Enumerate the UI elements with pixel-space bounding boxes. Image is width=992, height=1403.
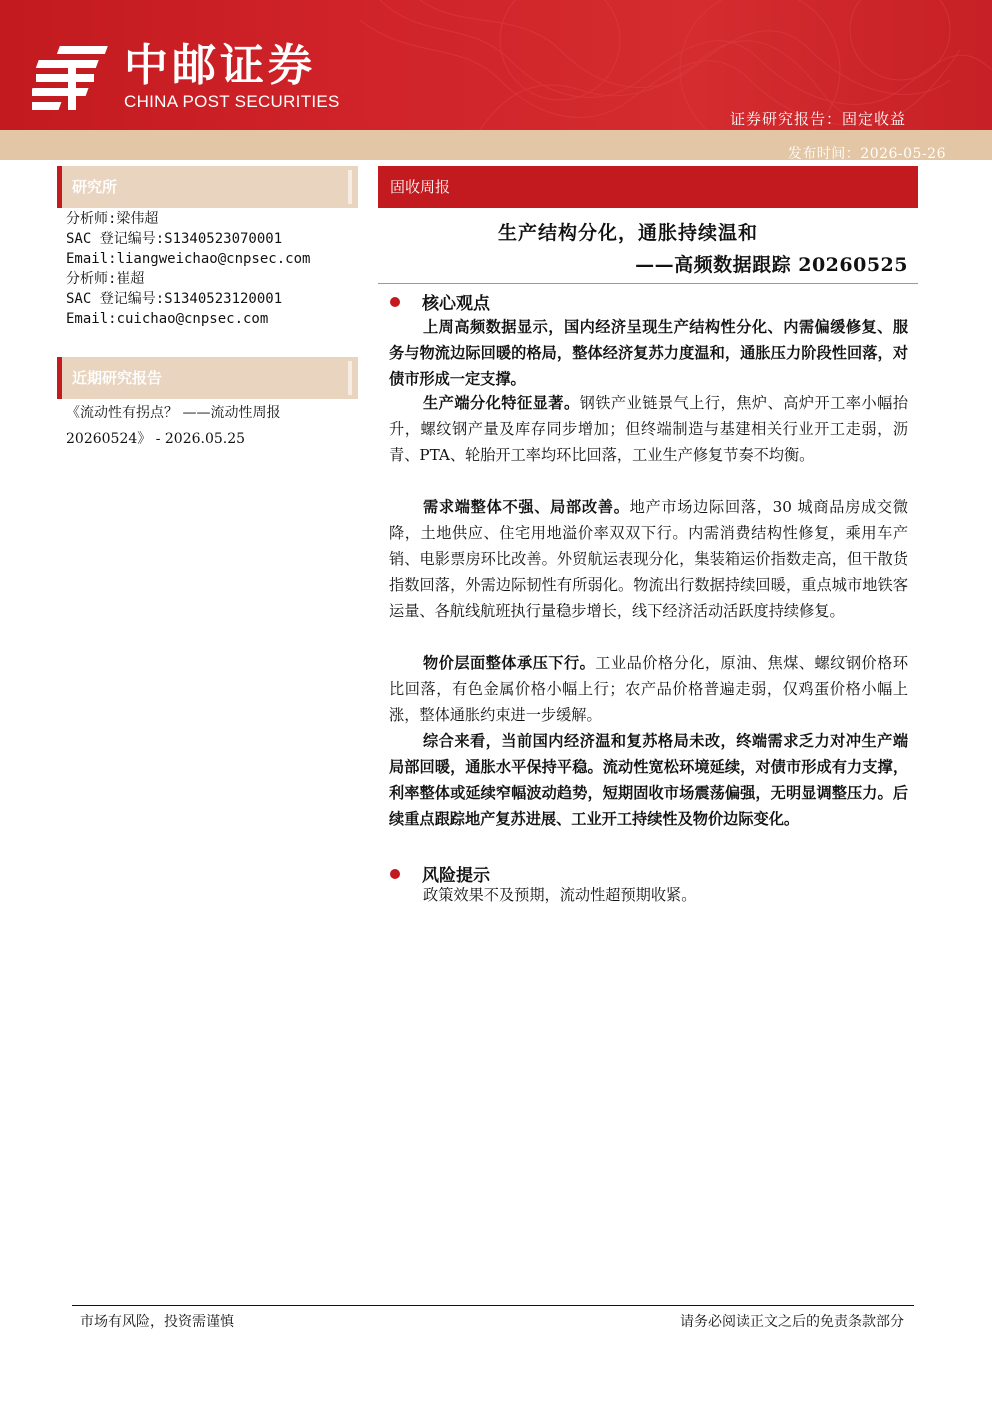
brand-name-cn: 中邮证券 — [124, 40, 316, 91]
brand-name-en: CHINA POST SECURITIES — [124, 92, 340, 111]
paragraph-body: 钢铁产业链景气上行，焦炉、高炉开工率小幅抬升，螺纹钢产量及库存同步增加；但终端制造与基建相关行业开工走弱，沥青、PTA、轮胎开工率均环比回落，工业生产修复节奏不均衡。 — [389, 394, 909, 464]
china-post-logo-icon — [32, 40, 112, 118]
recent-reports-heading — [57, 357, 358, 399]
risk-heading — [390, 861, 490, 886]
bullet-icon — [390, 297, 400, 307]
recent-reports-heading-label: 近期研究报告 — [72, 369, 163, 387]
recent-report-link[interactable]: 《流动性有拐点？ ——流动性周报 — [66, 405, 281, 421]
footer-risk-notice: 市场有风险，投资需谨慎 — [80, 1314, 234, 1330]
report-header — [0, 0, 992, 130]
paragraph-lead: 物价层面整体承压下行。 — [423, 654, 596, 672]
core-view-heading — [390, 289, 490, 314]
bullet-icon — [390, 869, 400, 879]
paragraph-body: 地产市场边际回落，30 城商品房成交微降，土地供应、住宅用地溢价率双双下行。内需消费结构性修复，乘用车产销、电影票房环比改善。外贸航运表现分化，集装箱运价指数走高，但干散货指数回落，外需边际韧性有所弱化。物流出行数据持续回暖，重点城市地铁客运量、各航线航班执行量稳步增长，线下经济活动活跃度持续修复。 — [389, 498, 909, 620]
report-category-tag: 固收周报 — [378, 166, 918, 208]
title-divider — [378, 283, 918, 284]
report-subtitle: ——高频数据跟踪 20260525 — [635, 254, 908, 276]
heading-divider — [348, 170, 352, 204]
analyst-email[interactable]: Email:liangweichao@cnpsec.com — [66, 251, 311, 267]
core-paragraph-demand — [389, 494, 908, 624]
report-title: 生产结构分化，通胀持续温和 — [498, 222, 759, 244]
analyst-sac: SAC 登记编号:S1340523070001 — [66, 231, 283, 247]
institute-heading-label: 研究所 — [72, 178, 118, 196]
risk-heading-label: 风险提示 — [422, 866, 490, 886]
core-paragraph-conclusion: 综合来看，当前国内经济温和复苏格局未改，终端需求乏力对冲生产端局部回暖，通胀水平保持平稳。流动性宽松环境延续，对债市形成有力支撑，利率整体或延续窄幅波动趋势，短期固收市场震荡偏强，无明显调整压力。后续重点跟踪地产复苏进展、工业开工持续性及物价边际变化。 — [389, 732, 908, 828]
institute-heading — [57, 166, 358, 208]
paragraph-lead: 生产端分化特征显著。 — [423, 394, 580, 412]
footer-divider — [72, 1305, 914, 1306]
paragraph-body: 工业品价格分化，原油、焦煤、螺纹钢价格环比回落，有色金属价格小幅上行；农产品价格普遍走弱，仅鸡蛋价格小幅上涨，整体通胀约束进一步缓解。 — [389, 654, 909, 724]
core-paragraph-prices — [389, 650, 908, 728]
heading-divider — [348, 361, 352, 395]
report-type: 证券研究报告：固定收益 — [729, 110, 906, 128]
header-band — [0, 130, 992, 160]
core-view-label: 核心观点 — [422, 294, 490, 314]
recent-report-date[interactable]: 20260524》 - 2026.05.25 — [66, 431, 246, 447]
analyst-name: 分析师:崔超 — [66, 271, 145, 287]
core-paragraph-summary: 上周高频数据显示，国内经济呈现生产结构性分化、内需偏缓修复、服务与物流边际回暖的格局，整体经济复苏力度温和，通胀压力阶段性回落，对债市形成一定支撑。 — [389, 318, 908, 388]
core-paragraph-production — [389, 390, 908, 468]
risk-text: 政策效果不及预期，流动性超预期收紧。 — [423, 886, 697, 904]
analyst-name: 分析师:梁伟超 — [66, 211, 159, 227]
paragraph-lead: 需求端整体不强、局部改善。 — [423, 498, 630, 516]
analyst-sac: SAC 登记编号:S1340523120001 — [66, 291, 283, 307]
analyst-email[interactable]: Email:cuichao@cnpsec.com — [66, 311, 269, 327]
publish-date: 发布时间：2026-05-26 — [787, 146, 946, 162]
footer-disclaimer-notice: 请务必阅读正文之后的免责条款部分 — [680, 1314, 904, 1330]
